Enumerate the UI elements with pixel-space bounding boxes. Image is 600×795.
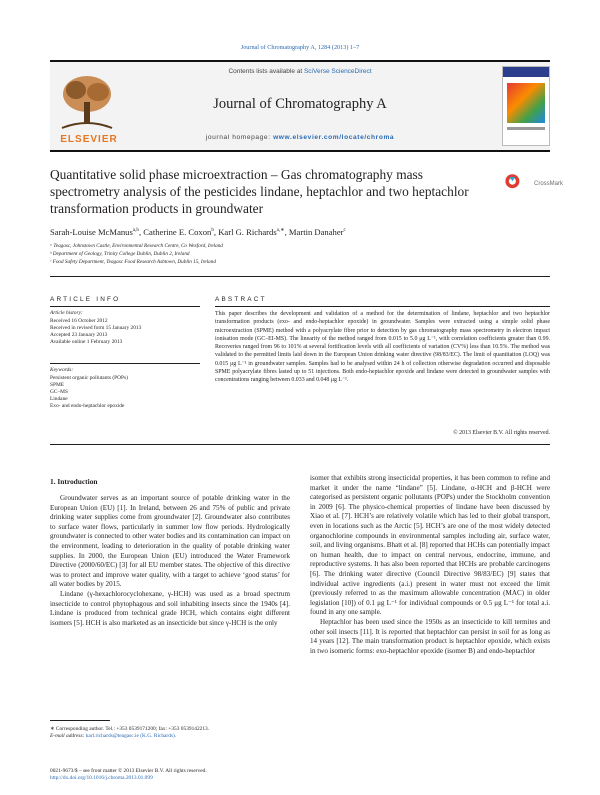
doi-link[interactable]: http://dx.doi.org/10.1016/j.chroma.2013.01.099 bbox=[50, 775, 153, 781]
footnote-rule bbox=[50, 720, 110, 721]
author[interactable]: Sarah-Louise McManus bbox=[50, 227, 133, 237]
keywords-label: Keywords: bbox=[50, 367, 74, 373]
divider bbox=[50, 363, 200, 364]
journal-title: Journal of Chromatography A bbox=[213, 96, 387, 112]
abstract-body: This paper describes the development and validation of a method for the determination of lindane, heptachlor and two heptachlor transformation products (exo- and endo-heptachlor epoxide) in groundwater. Samples were extracted using a simple solid phase microextraction (SPME) method with a polyacrylate fibre prior to detection by gas chromatography mass spectrometry in electron impact ionisation mode (GC–EI-MS). The linearity of the method ranged from 0.015 to 5.0 μg L⁻¹, with correlation coefficients greater than 0.99. Recoveries ranged from 96 to 101% at several fortification levels with all coefficients of variation (CV%) less than 10.5%. The method was validated to the permitted limits laid down in the European Union drinking water directive (98/83/EC). The limit of quantitation (LOQ) was 0.015 μg L⁻¹ in groundwater samples. Samples had to be analysed within 24 h of collection otherwise degradation occurred and disposable SPME polyacrylate fibres lasted up to 51 injections. Both endo-heptachlor epoxide and lindane were detected in groundwater samples with concentrations ranging between 0.033 and 0.048 μg L⁻¹. bbox=[215, 311, 550, 384]
author-affiliation-mark: a,b bbox=[132, 227, 139, 234]
keyword: SPME bbox=[50, 382, 65, 388]
body-column-left bbox=[50, 494, 290, 628]
body-column-right bbox=[310, 474, 550, 656]
paragraph: isomer that exhibits strong insecticidal properties, it has been common to refine and market it under the name “lindane” [5]. Lindane, α-HCH and β-HCH were categorised as persistent organic pollutants (POPs) under the Stockholm convention in 2009 [6]. The physico-chemical properties of lindane have been discussed by Xiao et al. [7]. HCH’s are relatively volatile which has led to their global transport, even in locations such as the Arctic [5]. HCH’s are one of the most widely detected organochlorine compounds in environmental samples including air, surface water, soil, and living organisms. Bhatt et al. [8] reported that HCHs can potentially impact on human health, due to impact on central nervous, endocrine, immune, and reproductive systems. It has also been reported that HCHs are probable carcinogens [6]. The drinking water directive (Council Directive 98/83/EC) [9] states that individual active ingredients (a.i.) present in water must not exceed the limit (previously referred to as the maximum allowable concentration (MAC) in older legislation [10]) of 0.1 μg L⁻¹ for individual compounds or 0.5 μg L⁻¹ for total a.i. found in any one sample. bbox=[310, 474, 550, 617]
author-list: Sarah-Louise McManus$^{a,b}$, Catherine E. Coxon$^b$, Karl G. Richards$^{a,∗}$, Martin Danaher$^c$ bbox=[50, 227, 346, 237]
keyword: GC–MS bbox=[50, 389, 68, 395]
history-item: Available online 1 February 2013 bbox=[50, 339, 123, 345]
history-item: Accepted 23 January 2013 bbox=[50, 332, 108, 338]
article-info-heading: ARTICLE INFO bbox=[50, 296, 121, 303]
journal-reference[interactable]: Journal of Chromatography A, 1284 (2013) 1–7 bbox=[240, 44, 360, 51]
section-heading: 1. Introduction bbox=[50, 477, 98, 486]
keyword: Persistent organic pollutants (POPs) bbox=[50, 375, 128, 381]
affiliation: ᵇ Department of Geology, Trinity College Dublin, Dublin 2, Ireland bbox=[50, 251, 190, 257]
section-divider bbox=[50, 276, 550, 277]
contents-availability: Contents lists available at SciVerse ScienceDirect bbox=[228, 68, 372, 75]
author-affiliation-mark: b bbox=[211, 227, 214, 234]
paragraph: Heptachlor has been used since the 1950s as an insecticide to kill termites and other soil insects [11]. It is reported that heptachlor can persist in soil for as long as 14 years [12]. The main transformation product is heptachlor epoxide, which exists in two isomeric forms: exo-heptachlor epoxide (isomer B) and endo-heptachlor bbox=[310, 617, 550, 655]
email-note: E-mail address: karl.richards@teagasc.ie (K.G. Richards). bbox=[50, 733, 177, 740]
history-item: Received in revised form 15 January 2013 bbox=[50, 325, 142, 331]
author[interactable]: Martin Danaher bbox=[288, 227, 344, 237]
keyword: Exo- and endo-heptachlor epoxide bbox=[50, 403, 125, 409]
history-item: Received 16 October 2012 bbox=[50, 318, 108, 324]
crossmark-label[interactable]: CrossMark bbox=[534, 181, 564, 187]
abstract-copyright: © 2013 Elsevier B.V. All rights reserved. bbox=[453, 430, 550, 436]
journal-cover-thumbnail bbox=[502, 66, 550, 146]
article-title: Quantitative solid phase microextraction – Gas chromatography mass spectrometry analysis of the pesticides lindane, heptachlor and two heptachlor transformation products in groundwater bbox=[50, 167, 469, 216]
divider bbox=[50, 444, 550, 445]
journal-homepage: journal homepage: www.elsevier.com/locate/chroma bbox=[205, 134, 395, 141]
issn-line: 0021-9673/$ – see front matter © 2013 Elsevier B.V. All rights reserved. bbox=[50, 768, 207, 774]
divider bbox=[215, 306, 550, 307]
homepage-link[interactable]: www.elsevier.com/locate/chroma bbox=[273, 134, 395, 141]
footnotes bbox=[50, 726, 290, 740]
issn-block bbox=[50, 768, 350, 782]
affiliation: ᶜ Food Safety Department, Teagasc Food Research Ashtown, Dublin 15, Ireland bbox=[50, 259, 216, 265]
author-affiliation-mark: c bbox=[343, 227, 346, 234]
publisher-name: ELSEVIER bbox=[60, 134, 118, 145]
sciencedirect-link[interactable]: SciVerse ScienceDirect bbox=[303, 68, 372, 75]
paragraph: Groundwater serves as an important source of potable drinking water in the European Union (EU) [1]. In Ireland, between 26 and 75% of public and private drinking water supplies come from groundwater [2]. Groundwater also contributes to surface water flows, particularly in summer low flow periods. Hydrologically groundwater is connected to other water bodies and its contamination can impact on the environment, leading to deterioration in the quality of potable drinking water supplies. In 2000, the European Union (EU) introduced the Water Framework Directive (2000/60/EC) [3] for all EU member states. The objective of this directive was to protect and improve water quality, with a target to achieve ‘good status’ for all water bodies by 2015. bbox=[50, 494, 290, 589]
abstract-heading: ABSTRACT bbox=[215, 296, 267, 303]
history-label: Article history: bbox=[50, 310, 83, 316]
email-link[interactable]: karl.richards@teagasc.ie (K.G. Richards). bbox=[85, 733, 177, 740]
journal-masthead bbox=[50, 60, 550, 152]
author[interactable]: Catherine E. Coxon bbox=[143, 227, 212, 237]
paragraph: Lindane (γ-hexachlorocyclohexane, γ-HCH) was used as a broad spectrum insecticide to control phytophagous and soil inhabiting insects since the 1940s [4]. Lindane is produced from technical grade HCH, which contains eight different isomers [5]. HCH is also marketed as an insecticide but since γ-HCH is the only bbox=[50, 589, 290, 627]
author-affiliation-mark: a,∗ bbox=[276, 227, 285, 234]
keyword: Lindane bbox=[50, 396, 68, 402]
affiliation: ᵃ Teagasc, Johnstown Castle, Environmental Research Centre, Co Wexford, Ireland bbox=[50, 243, 223, 249]
author[interactable]: Karl G. Richards bbox=[218, 227, 277, 237]
divider bbox=[50, 306, 200, 307]
corresponding-author-note: ∗ Corresponding author. Tel.: +353 0539171200; fax: +353 0539142213. bbox=[50, 726, 210, 732]
crossmark-icon[interactable] bbox=[504, 172, 532, 196]
